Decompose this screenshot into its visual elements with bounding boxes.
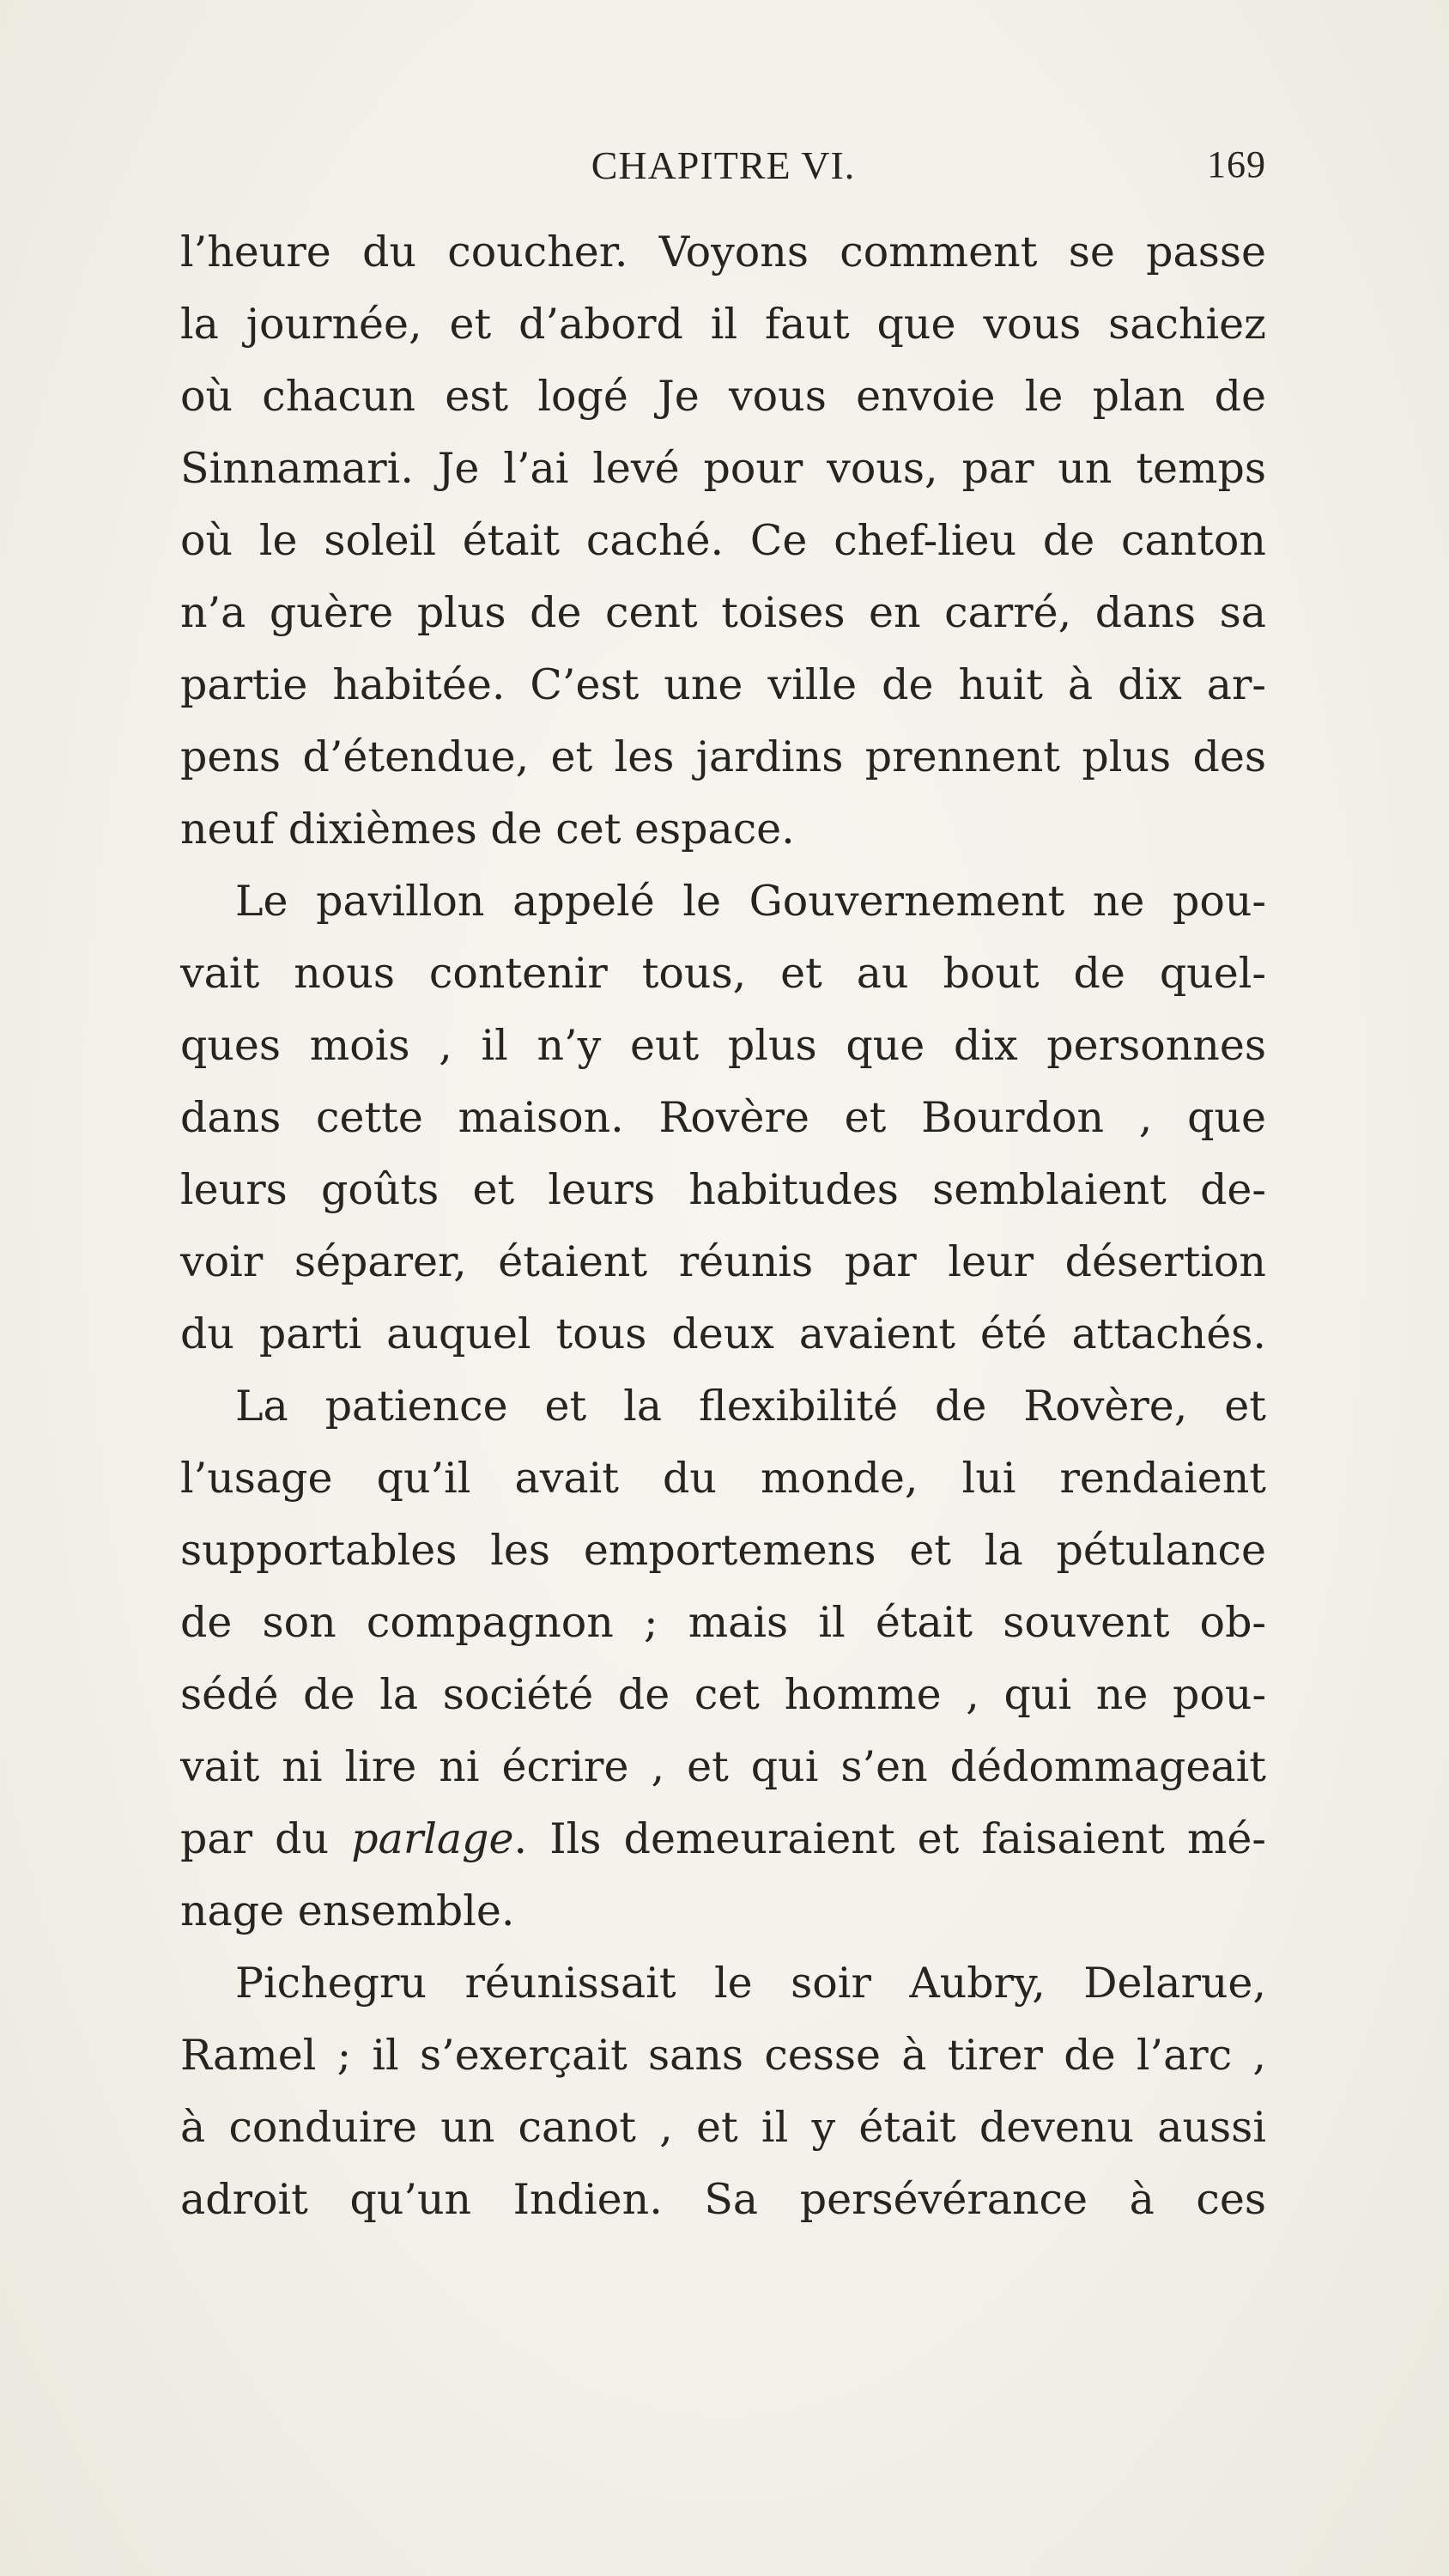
text-line: Sinnamari. Je l’ai levé pour vous, par un temps [180, 444, 1266, 493]
page-number: 169 [1207, 143, 1266, 185]
italic-word: parlage [351, 1814, 514, 1863]
text-line: supportables les emportemens et la pétulance [180, 1526, 1266, 1575]
text-line: neuf dixièmes de cet espace. [180, 805, 795, 854]
text-line: l’heure du coucher. Voyons comment se passe [180, 228, 1266, 276]
text-line: leurs goûts et leurs habitudes semblaient de- [180, 1165, 1266, 1214]
paragraph-start-line: La patience et la flexibilité de Rovère, et [235, 1382, 1266, 1431]
text-line: de son compagnon ; mais il était souvent ob- [180, 1598, 1266, 1647]
text-line: vait ni lire ni écrire , et qui s’en dédommageait [180, 1742, 1266, 1791]
text-line: vait nous contenir tous, et au bout de quel- [180, 949, 1266, 998]
paragraph-start-line: Le pavillon appelé le Gouvernement ne pou- [235, 877, 1266, 926]
body-text [180, 216, 1266, 2236]
text-line: n’a guère plus de cent toises en carré, dans sa [180, 588, 1266, 637]
text-line: à conduire un canot , et il y était devenu aussi [180, 2103, 1266, 2152]
chapter-title: CHAPITRE VI. [591, 143, 856, 187]
text-line: l’usage qu’il avait du monde, lui rendaient [180, 1454, 1266, 1503]
text-line-with-italic [180, 1803, 1266, 1875]
running-head [180, 137, 1266, 197]
text-line: du parti auquel tous deux avaient été attachés. [180, 1309, 1266, 1358]
text-line: adroit qu’un Indien. Sa persévérance à ces [180, 2175, 1266, 2224]
text-line: sédé de la société de cet homme , qui ne pou- [180, 1670, 1266, 1719]
text-line: nage ensemble. [180, 1886, 515, 1935]
text-line: où chacun est logé Je vous envoie le plan de [180, 372, 1266, 421]
text-line: voir séparer, étaient réunis par leur désertion [180, 1237, 1266, 1286]
text-line: partie habitée. C’est une ville de huit à dix ar- [180, 660, 1266, 709]
text-line: dans cette maison. Rovère et Bourdon , que [180, 1093, 1266, 1142]
text-line: ques mois , il n’y eut plus que dix personnes [180, 1021, 1266, 1070]
paragraph-start-line: Pichegru réunissait le soir Aubry, Delarue, [235, 1959, 1266, 2008]
text-segment: . Ils demeuraient et faisaient mé- [513, 1814, 1266, 1863]
text-line: la journée, et d’abord il faut que vous sachiez [180, 300, 1266, 349]
text-line: Ramel ; il s’exerçait sans cesse à tirer de l’arc , [180, 2031, 1266, 2080]
text-line: pens d’étendue, et les jardins prennent plus des [180, 732, 1266, 781]
text-line: où le soleil était caché. Ce chef-lieu de canton [180, 516, 1266, 565]
text-segment: par du [180, 1814, 352, 1863]
